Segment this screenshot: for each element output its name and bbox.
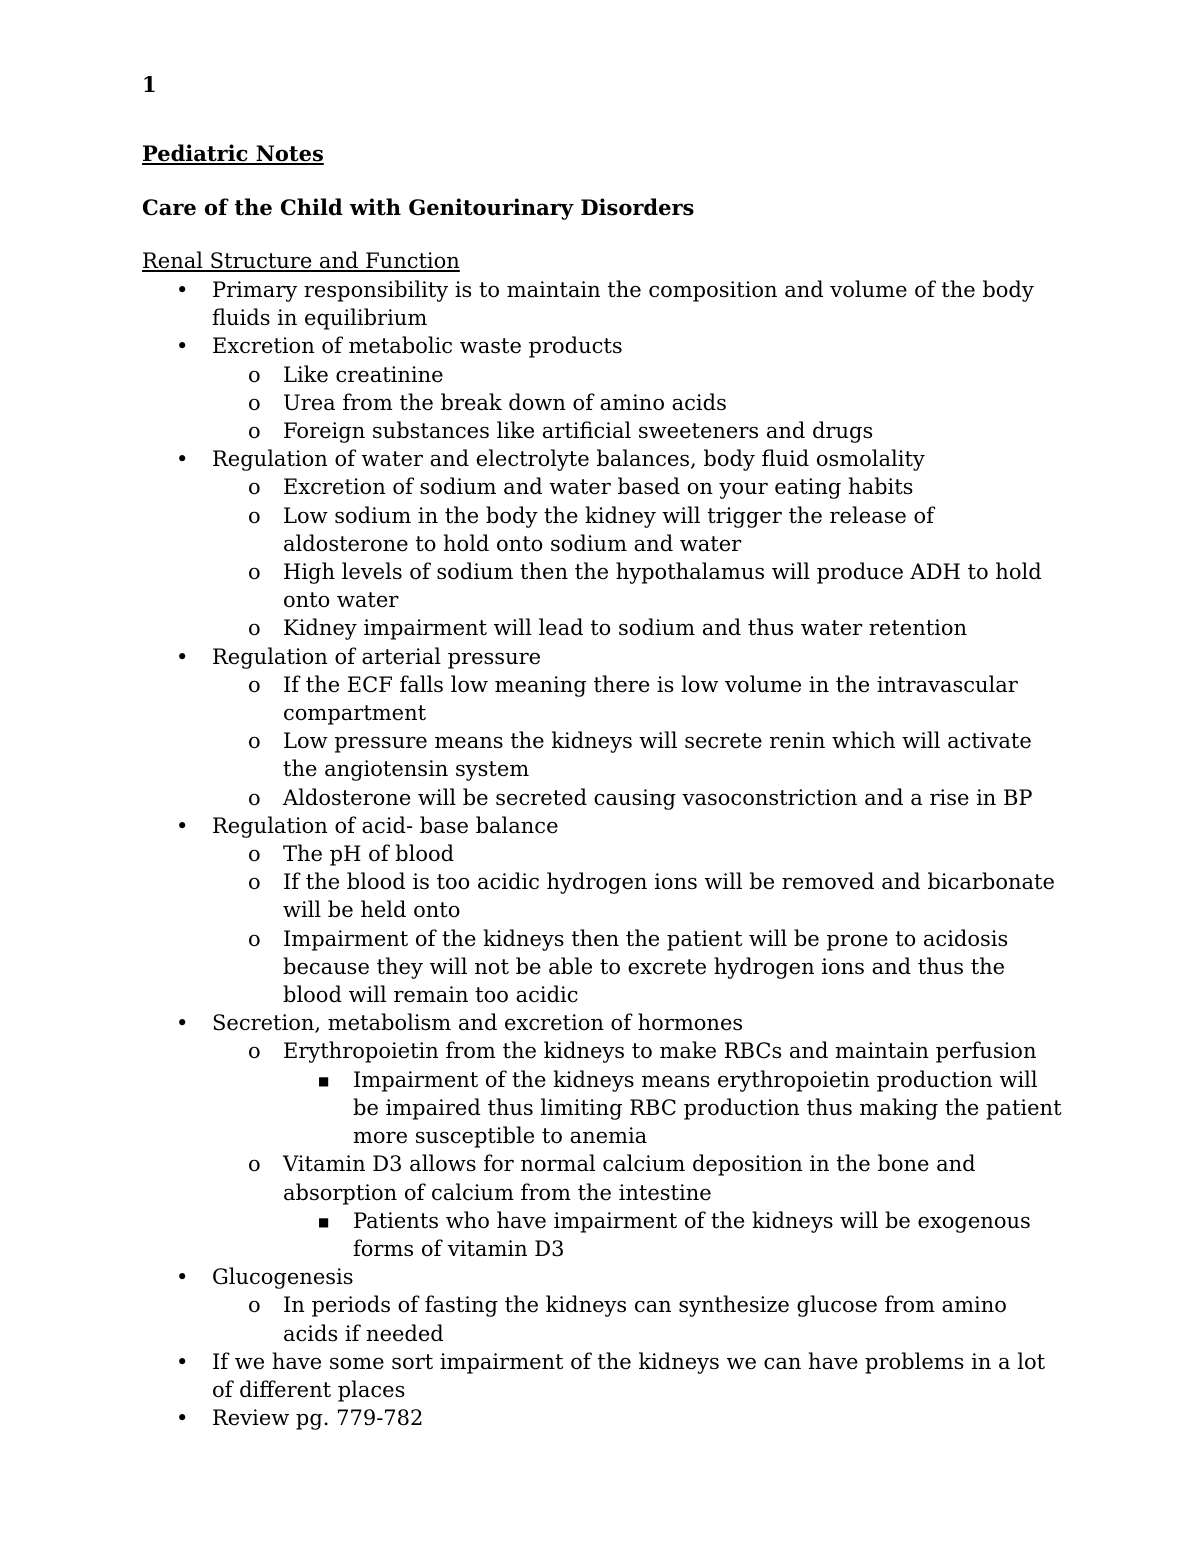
list-item bbox=[0, 614, 1200, 642]
list-item-text: Like creatinine bbox=[283, 362, 444, 387]
list-item bbox=[0, 1291, 1200, 1347]
list-item-text: Primary responsibility is to maintain the composition and volume of the body fluids in equilibrium bbox=[212, 278, 1034, 331]
sub-bullet-marker: o bbox=[248, 729, 261, 754]
list-item-text: Impairment of the kidneys then the patient will be prone to acidosis because they will not be able to excrete hydrogen ions and thus the blood will remain too acidic bbox=[283, 926, 1009, 1008]
list-item bbox=[0, 1150, 1200, 1206]
list-item-text: Aldosterone will be secreted causing vasoconstriction and a rise in BP bbox=[283, 785, 1033, 810]
notes-outline bbox=[0, 276, 1200, 1432]
list-item-text: Regulation of acid- base balance bbox=[212, 813, 559, 838]
list-item-text: The pH of blood bbox=[283, 842, 455, 867]
list-item-text: If the blood is too acidic hydrogen ions will be removed and bicarbonate will be held onto bbox=[283, 870, 1055, 923]
list-item bbox=[0, 1066, 1200, 1151]
square-bullet-marker: ■ bbox=[318, 1214, 330, 1229]
list-item bbox=[0, 1263, 1200, 1291]
list-item bbox=[0, 1404, 1200, 1432]
document-heading: Care of the Child with Genitourinary Disorders bbox=[142, 195, 695, 220]
list-item bbox=[0, 276, 1200, 332]
list-item-text: Excretion of sodium and water based on your eating habits bbox=[283, 475, 914, 500]
list-item-text: In periods of fasting the kidneys can synthesize glucose from amino acids if needed bbox=[283, 1293, 1007, 1346]
list-item bbox=[0, 1207, 1200, 1263]
sub-bullet-marker: o bbox=[248, 560, 261, 585]
sub-bullet-marker: o bbox=[248, 362, 261, 387]
list-item-text: Patients who have impairment of the kidneys will be exogenous forms of vitamin D3 bbox=[353, 1208, 1031, 1261]
bullet-marker: • bbox=[176, 278, 189, 302]
list-item-text: Secretion, metabolism and excretion of hormones bbox=[212, 1011, 744, 1036]
list-item bbox=[0, 417, 1200, 445]
sub-bullet-marker: o bbox=[248, 842, 261, 867]
list-item bbox=[0, 925, 1200, 1010]
sub-bullet-marker: o bbox=[248, 672, 261, 697]
list-item bbox=[0, 643, 1200, 671]
list-item bbox=[0, 473, 1200, 501]
list-item-text: If the ECF falls low meaning there is low volume in the intravascular compartment bbox=[283, 672, 1018, 726]
list-item bbox=[0, 812, 1200, 840]
list-item bbox=[0, 332, 1200, 360]
list-item bbox=[0, 868, 1200, 924]
list-item bbox=[0, 784, 1200, 812]
bullet-marker: • bbox=[176, 1349, 189, 1374]
sub-bullet-marker: o bbox=[248, 926, 261, 951]
list-item-text: Urea from the break down of amino acids bbox=[283, 390, 727, 415]
page-number: 1 bbox=[142, 72, 157, 97]
sub-bullet-marker: o bbox=[248, 503, 261, 528]
bullet-marker: • bbox=[176, 1406, 189, 1431]
list-item-text: Low sodium in the body the kidney will trigger the release of aldosterone to hold onto sodium and water bbox=[283, 503, 934, 556]
list-item bbox=[0, 389, 1200, 417]
list-item bbox=[0, 671, 1200, 727]
bullet-marker: • bbox=[176, 1011, 189, 1036]
list-item-text: Excretion of metabolic waste products bbox=[212, 334, 623, 359]
list-item bbox=[0, 1348, 1200, 1404]
list-item bbox=[0, 361, 1200, 389]
sub-bullet-marker: o bbox=[248, 390, 261, 415]
sub-bullet-marker: o bbox=[248, 475, 261, 500]
sub-bullet-marker: o bbox=[248, 1152, 261, 1177]
sub-bullet-marker: o bbox=[248, 1039, 261, 1064]
sub-bullet-marker: o bbox=[248, 616, 261, 641]
section-title: Renal Structure and Function bbox=[142, 249, 460, 273]
bullet-marker: • bbox=[176, 447, 189, 472]
sub-bullet-marker: o bbox=[248, 1293, 261, 1318]
bullet-marker: • bbox=[176, 334, 189, 359]
bullet-marker: • bbox=[176, 813, 189, 838]
document-title: Pediatric Notes bbox=[142, 141, 324, 166]
sub-bullet-marker: o bbox=[248, 870, 261, 895]
sub-bullet-marker: o bbox=[248, 785, 261, 810]
list-item bbox=[0, 502, 1200, 558]
list-item-text: If we have some sort impairment of the kidneys we can have problems in a lot of different places bbox=[212, 1349, 1046, 1402]
list-item-text: Impairment of the kidneys means erythropoietin production will be impaired thus limiting RBC production thus making the patient more susceptible to anemia bbox=[353, 1067, 1062, 1149]
list-item bbox=[0, 445, 1200, 473]
list-item bbox=[0, 840, 1200, 868]
list-item bbox=[0, 1037, 1200, 1065]
list-item-text: Low pressure means the kidneys will secrete renin which will activate the angiotensin system bbox=[283, 729, 1032, 782]
list-item-text: Foreign substances like artificial sweeteners and drugs bbox=[283, 419, 874, 444]
bullet-marker: • bbox=[176, 644, 189, 669]
list-item-text: Erythropoietin from the kidneys to make RBCs and maintain perfusion bbox=[283, 1039, 1037, 1064]
list-item-text: Glucogenesis bbox=[212, 1265, 354, 1290]
sub-bullet-marker: o bbox=[248, 419, 261, 444]
list-item bbox=[0, 558, 1200, 614]
bullet-marker: • bbox=[176, 1265, 189, 1290]
list-item-text: Regulation of water and electrolyte balances, body fluid osmolality bbox=[212, 447, 925, 472]
list-item-text: High levels of sodium then the hypothalamus will produce ADH to hold onto water bbox=[283, 560, 1042, 613]
square-bullet-marker: ■ bbox=[318, 1073, 330, 1088]
list-item-text: Review pg. 779-782 bbox=[212, 1406, 424, 1431]
list-item bbox=[0, 1009, 1200, 1037]
list-item bbox=[0, 727, 1200, 783]
list-item-text: Kidney impairment will lead to sodium and thus water retention bbox=[283, 616, 968, 641]
list-item-text: Regulation of arterial pressure bbox=[212, 644, 542, 669]
list-item-text: Vitamin D3 allows for normal calcium deposition in the bone and absorption of calcium from the intestine bbox=[283, 1152, 976, 1205]
